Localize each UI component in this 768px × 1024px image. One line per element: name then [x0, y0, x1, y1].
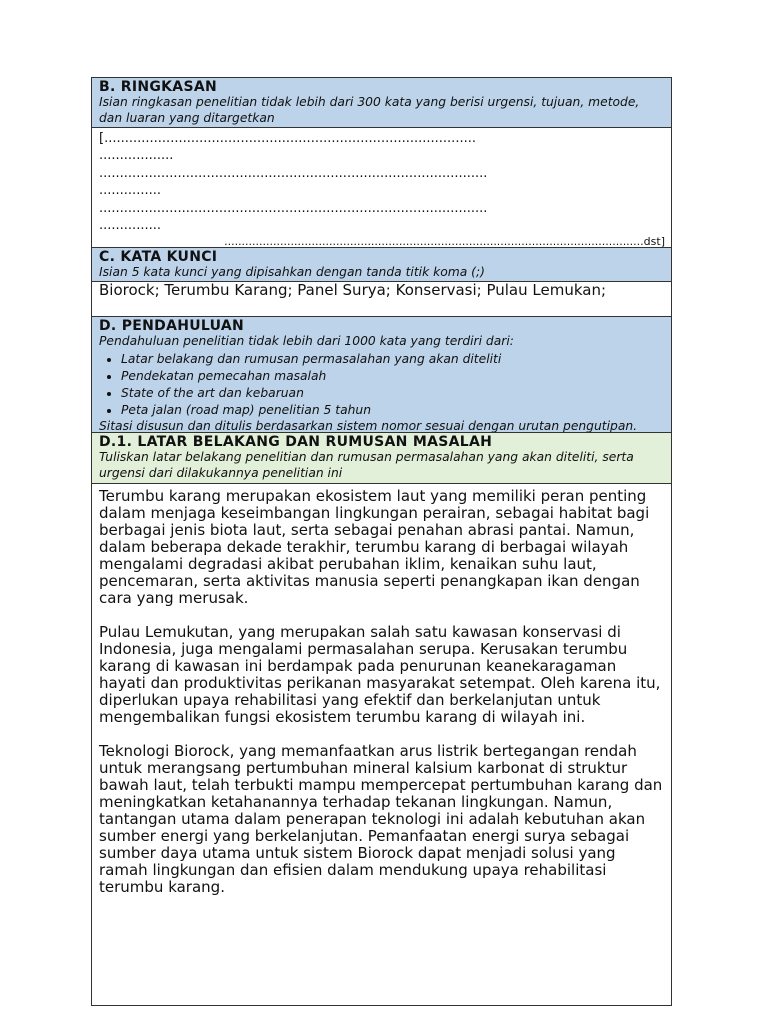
- pendahuluan-bullet-list: [99, 351, 665, 419]
- kata-kunci-heading: C. KATA KUNCI: [99, 249, 218, 265]
- pendahuluan-header-cell: [92, 317, 671, 433]
- body-paragraph: Teknologi Biorock, yang memanfaatkan arus listrik bertegangan rendah untuk merangsang pertumbuhan mineral kalsium karbonat di struktur bawah laut, telah terbukti mampu mempercepat pertumbuhan karang dan meningkatkan ketahanannya terhadap tekanan lingkungan. Namun, tantangan utama dalam penerapan teknologi ini adalah kebutuhan akan sumber energi yang berkelanjutan. Pemanfaatan energi surya sebagai sumber daya utama untuk sistem Biorock dapat menjadi solusi yang ramah lingkungan dan efisien dalam mendukung upaya rehabilitasi terumbu karang.: [99, 742, 663, 896]
- pendahuluan-citation-note: Sitasi disusun dan ditulis berdasarkan sistem nomor sesuai dengan urutan pengutipan.: [99, 418, 638, 433]
- placeholder-line: [..........................................................................................: [99, 131, 476, 146]
- ringkasan-header-cell: [92, 78, 671, 128]
- kata-kunci-content-cell[interactable]: [92, 282, 671, 317]
- placeholder-line-end: ........................................................................................................................dst]: [224, 235, 665, 248]
- keywords-text: Biorock; Terumbu Karang; Panel Surya; Konservasi; Pulau Lemukan;: [99, 282, 607, 299]
- pendahuluan-instruction: Pendahuluan penelitian tidak lebih dari 1000 kata yang terdiri dari:: [99, 334, 514, 348]
- bullet-item: • State of the art dan kebaruan: [121, 385, 665, 402]
- ringkasan-instruction: Isian ringkasan penelitian tidak lebih dari 300 kata yang berisi urgensi, tujuan, metode, dan luaran yang ditargetkan: [99, 95, 640, 125]
- pendahuluan-heading: D. PENDAHULUAN: [99, 318, 245, 334]
- placeholder-line: ..............................................................................................: [99, 200, 488, 216]
- latar-belakang-heading: D.1. LATAR BELAKANG DAN RUMUSAN MASALAH: [99, 434, 493, 450]
- bullet-item: • Latar belakang dan rumusan permasalahan yang akan diteliti: [121, 351, 665, 368]
- ringkasan-heading: B. RINGKASAN: [99, 79, 217, 95]
- latar-belakang-header-cell: [92, 433, 671, 484]
- kata-kunci-header-cell: [92, 248, 671, 282]
- latar-belakang-instruction: Tuliskan latar belakang penelitian dan rumusan permasalahan yang akan diteliti, serta urgensi dari dilakukannya penelitian ini: [99, 450, 634, 480]
- body-paragraph: Pulau Lemukutan, yang merupakan salah satu kawasan konservasi di Indonesia, juga mengalami permasalahan serupa. Kerusakan terumbu karang di kawasan ini berdampak pada penurunan keanekaragaman hayati dan produktivitas perikanan masyarakat setempat. Oleh karena itu, diperlukan upaya rehabilitasi yang efektif dan berkelanjutan untuk mengembalikan fungsi ekosistem terumbu karang di wilayah ini.: [99, 623, 661, 726]
- placeholder-line: ...............: [99, 218, 161, 234]
- body-paragraph: Terumbu karang merupakan ekosistem laut yang memiliki peran penting dalam menjaga keseimbangan lingkungan perairan, sebagai habitat bagi berbagai jenis biota laut, serta sebagai penahan abrasi pantai. Namun, dalam beberapa dekade terakhir, terumbu karang di berbagai wilayah mengalami degradasi akibat perubahan iklim, kenaikan suhu laut, pencemaran, serta aktivitas manusia seperti penangkapan ikan dengan cara yang merusak.: [99, 487, 650, 607]
- kata-kunci-instruction: Isian 5 kata kunci yang dipisahkan dengan tanda titik koma (;): [99, 265, 485, 279]
- placeholder-line: ...............: [99, 183, 161, 199]
- latar-belakang-content-cell[interactable]: [92, 484, 671, 1005]
- bullet-item: • Pendekatan pemecahan masalah: [121, 368, 665, 385]
- placeholder-line: ..............................................................................................: [99, 165, 488, 181]
- placeholder-line: ..................: [99, 148, 174, 164]
- proposal-form-table: [91, 77, 672, 1006]
- ringkasan-content-cell[interactable]: [92, 128, 671, 248]
- bullet-item: • Peta jalan (road map) penelitian 5 tahun: [121, 402, 665, 419]
